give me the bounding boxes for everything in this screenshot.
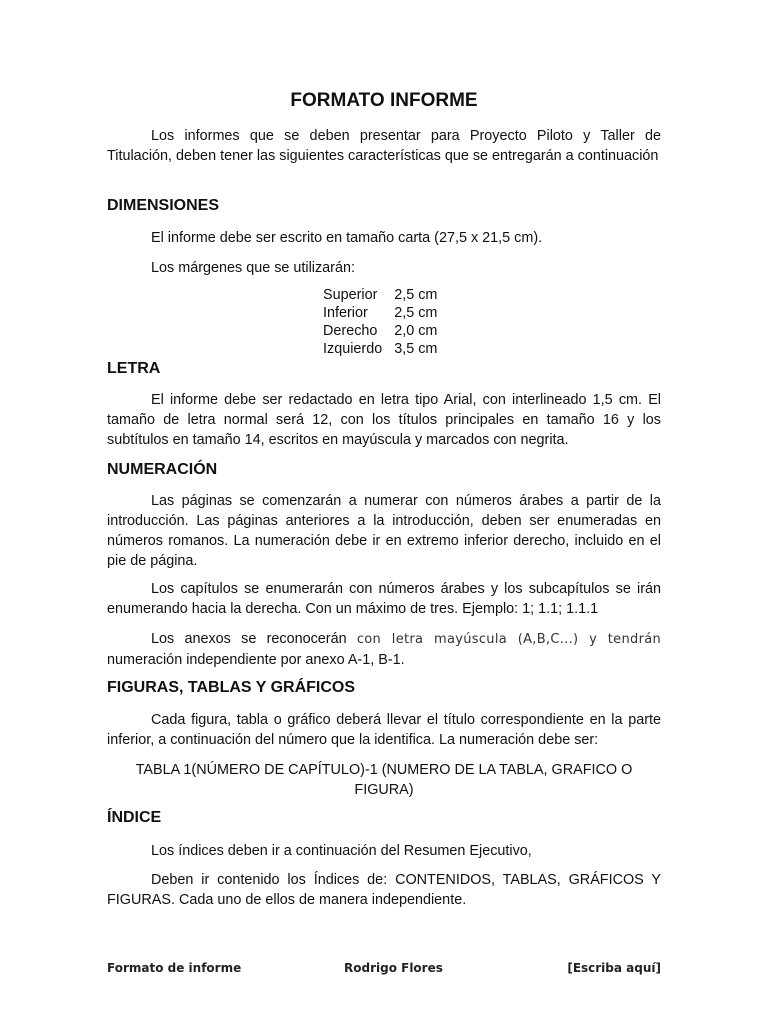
letra-paragraph: El informe debe ser redactado en letra tipo Arial, con interlineado 1,5 cm. El tamaño de letra normal será 12, con los títulos principales en tamaño 16 y los subtítulos en tamaño 14, escritos en mayúscula y marcados con negrita.: [107, 392, 661, 448]
anexos-text-a: Los anexos se reconocerán: [151, 631, 357, 647]
margin-label: Derecho: [323, 323, 378, 339]
document-title: FORMATO INFORME: [290, 90, 478, 111]
margins-table: [323, 286, 437, 358]
margins-row: [323, 340, 437, 358]
footer-left-text: Formato de informe: [107, 961, 242, 975]
section-heading-letra: LETRA: [107, 360, 161, 377]
page-footer: [107, 961, 661, 979]
margin-value: 3,5 cm: [394, 341, 438, 357]
figuras-numbering-format: TABLA 1(NÚMERO DE CAPÍTULO)-1 (NUMERO DE LA TABLA, GRAFICO O FIGURA): [135, 762, 633, 798]
footer-placeholder[interactable]: [Escriba aquí]: [567, 961, 661, 975]
margins-row: [323, 304, 437, 322]
numeracion-paragraph-2: Los capítulos se enumerarán con números árabes y los subcapítulos se irán enumerando hacia la derecha. Con un máximo de tres. Ejemplo: 1; 1.1; 1.1.1: [107, 581, 661, 617]
margins-row: [323, 322, 437, 340]
section-heading-numeracion: NUMERACIÓN: [107, 461, 218, 478]
numeracion-paragraph-3: [107, 629, 661, 670]
intro-paragraph: Los informes que se deben presentar para Proyecto Piloto y Taller de Titulación, deben tener las siguientes características que se entregarán a continuación: [107, 128, 661, 164]
margin-label: Izquierdo: [323, 341, 383, 357]
margin-label: Superior: [323, 287, 378, 303]
footer-author: Rodrigo Flores: [344, 961, 443, 975]
margin-label: Inferior: [323, 305, 368, 321]
dimensiones-paragraph-2: Los márgenes que se utilizarán:: [151, 260, 355, 276]
anexos-text-c: numeración independiente por anexo A-1, B-1.: [107, 652, 405, 668]
anexos-text-b: con letra mayúscula (A,B,C...) y tendrán: [356, 632, 662, 647]
margin-value: 2,5 cm: [394, 305, 438, 321]
numeracion-paragraph-1: Las páginas se comenzarán a numerar con números árabes a partir de la introducción. Las páginas anteriores a la introducción, deben ser enumeradas en números romanos. La numeración debe ir en extremo inferior derecho, incluido en el pie de página.: [107, 493, 661, 569]
margin-value: 2,0 cm: [394, 323, 438, 339]
figuras-paragraph-1: Cada figura, tabla o gráfico deberá llevar el título correspondiente en la parte inferior, a continuación del número que la identifica. La numeración debe ser:: [107, 712, 661, 748]
margin-value: 2,5 cm: [394, 287, 438, 303]
indice-paragraph-1: Los índices deben ir a continuación del Resumen Ejecutivo,: [151, 843, 532, 859]
section-heading-dimensiones: DIMENSIONES: [107, 197, 220, 214]
indice-paragraph-2: Deben ir contenido los Índices de: CONTENIDOS, TABLAS, GRÁFICOS Y FIGURAS. Cada uno de ellos de manera independiente.: [107, 872, 661, 908]
margins-row: [323, 286, 437, 304]
section-heading-figuras: FIGURAS, TABLAS Y GRÁFICOS: [107, 679, 356, 696]
section-heading-indice: ÍNDICE: [107, 809, 162, 826]
dimensiones-paragraph-1: El informe debe ser escrito en tamaño carta (27,5 x 21,5 cm).: [151, 230, 543, 246]
